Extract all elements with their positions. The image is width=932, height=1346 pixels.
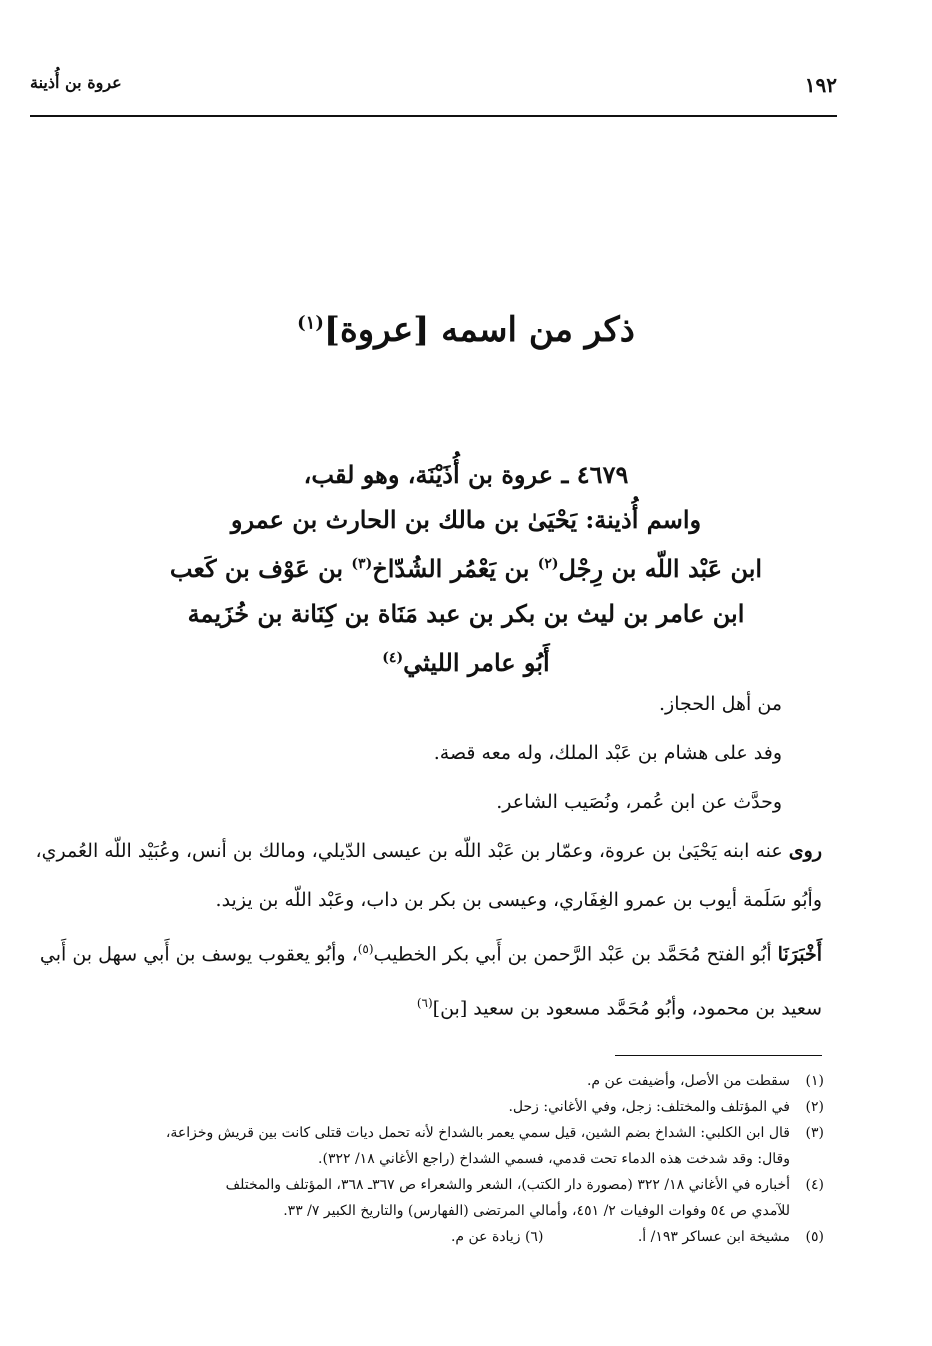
paragraph-text: ، وأبُو يعقوب يوسف بن أَبي سهل بن أَبي سعيد بن محمود، وأبُو مُحَمَّد مسعود بن سعيد [بن]: [39, 943, 822, 1020]
page-number: ١٩٢: [804, 73, 837, 97]
footnote-number: (١): [805, 1073, 824, 1089]
footnote-text: زيادة عن م.: [450, 1229, 521, 1245]
footnote-ref: (٥): [357, 942, 374, 956]
header-rule: [30, 115, 837, 117]
paragraph: [28, 827, 822, 925]
entry-line: ابن عامر بن ليث بن بكر بن عبد مَنَاة بن كِنَانة بن خُزَيمة: [187, 599, 745, 628]
footnote-number: (٥): [805, 1229, 824, 1245]
footnote-number: (٣): [805, 1125, 824, 1141]
footnote-text: في المؤتلف والمختلف: زجل، وفي الأغاني: زحل.: [508, 1099, 790, 1115]
paragraph: [28, 925, 822, 1034]
entry-text: بن يَعْمُر الشُدّاخ: [372, 554, 538, 583]
footnote: [28, 1224, 824, 1250]
paragraph-text: أبُو الفتح مُحَمَّد بن عَبْد الرَّحمن بن أَبي بكر الخطيب: [373, 943, 778, 966]
footnote: [28, 1068, 824, 1094]
body-text: [28, 680, 822, 1034]
footnote-rule: [615, 1055, 822, 1056]
footnote: [28, 1172, 824, 1224]
entry-text: ابن عَبْد اللّه بن رِجْل: [558, 554, 763, 583]
entry-text: أَبُو عامر الليثي: [403, 648, 550, 677]
footnote: [28, 1120, 824, 1172]
footnote-ref: (٦): [416, 996, 433, 1011]
footnote-ref: (٤): [382, 650, 404, 666]
footnote-ref: (٢): [537, 556, 559, 572]
footnotes: [28, 1068, 824, 1250]
running-title: عروة بن أُذينة: [30, 73, 122, 92]
section-title: [0, 310, 932, 350]
keyword: أَخْبَرَنَا: [777, 943, 822, 966]
paragraph: وفد على هشام بن عَبْد الملك، وله معه قصة.: [433, 742, 782, 764]
paragraph-text: عنه ابنه يَحْيَىٰ بن عروة، وعمّار بن عَبْد اللّه بن عيسى الدّيلي، ومالك بن أنس، وعُبَيْد اللّه العُمري، وأبُو سَلَمة أيوب بن عمرو الغِفَاري، وعيسى بن بكر بن داب، وعَبْد اللّه بن يزيد.: [35, 840, 822, 911]
paragraph: من أهل الحجاز.: [658, 693, 782, 715]
footnote-number: (٢): [805, 1099, 824, 1115]
footnote-text: مشيخة ابن عساكر ١٩٣/ أ.: [637, 1229, 790, 1245]
footnote-text: وقال: وقد شدخت هذه الدماء تحت قدمي، فسمي الشداخ (راجع الأغاني ١٨/ ٣٢٢).: [318, 1151, 790, 1167]
footnote-text: قال ابن الكلبي: الشداخ بضم الشين، قيل سمي يعمر بالشداخ لأنه تحمل ديات قتلى كانت بين قريش وخزاعة،: [165, 1125, 790, 1141]
footnote-ref: (١): [297, 312, 324, 334]
footnote-text: سقطت من الأصل، وأضيفت عن م.: [586, 1073, 790, 1089]
entry-text: بن عَوْف بن كَعب: [169, 554, 352, 583]
section-title-text: ذكر من اسمه [عروة]: [323, 310, 635, 350]
entry-line: [110, 542, 822, 591]
keyword: روى: [788, 840, 822, 862]
footnote: [28, 1094, 824, 1120]
footnote-text: للآمدي ص ٥٤ وفوات الوفيات ٢/ ٤٥١، وأمالي المرتضى (الفهارس) والتاريخ الكبير ٧/ ٣٣.: [283, 1203, 790, 1219]
entry-line: [110, 636, 822, 685]
page-header: [30, 65, 837, 117]
footnote-ref: (٣): [351, 556, 373, 572]
paragraph: وحدَّث عن ابن عُمر، ونُصَيب الشاعر.: [496, 791, 782, 813]
entry-heading: [110, 452, 822, 685]
footnote-number: (٦): [524, 1229, 544, 1245]
entry-line: ٤٦٧٩ ـ عروة بن أُذَيْنَة، وهو لقب،: [303, 460, 629, 489]
entry-line: واسم أُذينة: يَحْيَىٰ بن مالك بن الحارث بن عمرو: [230, 505, 702, 534]
footnote-text: أخباره في الأغاني ١٨/ ٣٢٢ (مصورة دار الكتب)، الشعر والشعراء ص ٣٦٧ـ ٣٦٨، المؤتلف والمختلف: [225, 1177, 790, 1193]
footnote-number: (٤): [805, 1177, 824, 1193]
